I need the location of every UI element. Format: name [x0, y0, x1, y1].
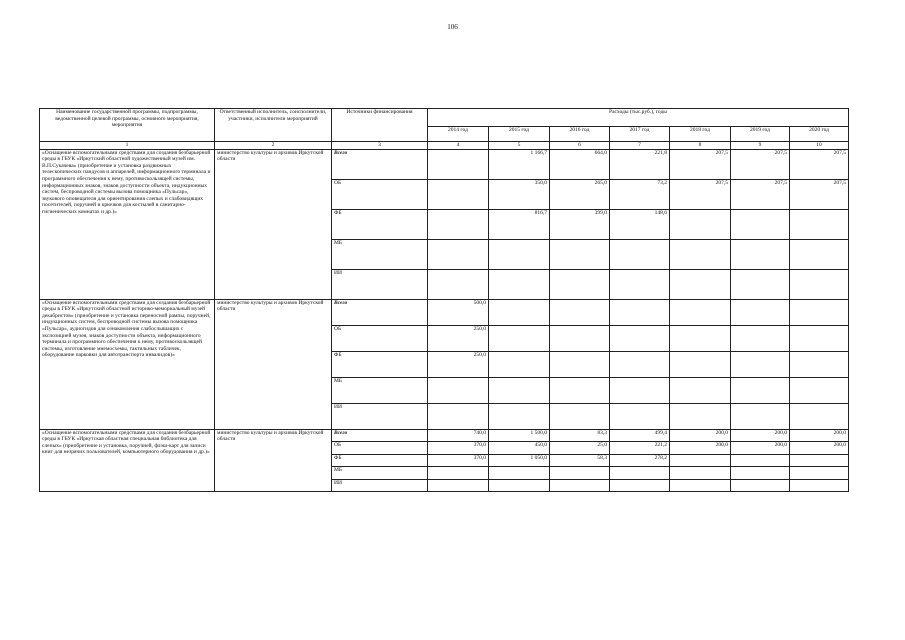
measure-description: «Оснащение вспомогательными средствами для создания безбарьерной среды в ГБУК «Иркутская областная специальная библиотека для слепых» (приобретение и установка, поручней, флэш-карт для записи книг для незрячих пользователей, компьютерного оборудования и др.)» [40, 429, 215, 492]
expense-value: 370,0 [428, 454, 489, 467]
expense-value [428, 179, 489, 209]
expense-value [790, 209, 849, 239]
expense-value: 1 166,7 [489, 149, 550, 179]
expense-value: 207,5 [790, 149, 849, 179]
measure-description: «Оснащение вспомогательными средствами для создания безбарьерной среды в ГБУК «Иркутский областной историко-мемориальный музей декабристов» (приобретение и установка переносной рампы, поручней, индукционных систем, беспроводной системы вызова помощника «Пульсар», аудиогидов для ознакомления слабослышащих с экспозицией музея, знаков доступности объекта, информационного терминала и программного обеспечения к нему, противоскользящей системы, изготовление мнемосхемы, тактильных табличек, оборудование парковки для автотранспорта инвалидов)» [40, 299, 215, 429]
expense-value: 450,0 [489, 442, 550, 455]
measure-executor: министерство культуры и архивов Иркутской области [215, 429, 332, 492]
funding-source: ИИ [332, 403, 428, 429]
expense-value [790, 299, 849, 325]
expense-value [790, 403, 849, 429]
expense-value: 250,0 [428, 325, 489, 351]
expense-value [610, 351, 670, 377]
expense-value: 148,6 [610, 209, 670, 239]
expense-value [731, 467, 790, 480]
expense-value: 83,3 [550, 429, 610, 442]
expense-value [790, 467, 849, 480]
expense-value: 207,5 [670, 179, 731, 209]
funding-source: ФБ [332, 351, 428, 377]
expense-value [731, 325, 790, 351]
funding-source: Всего [332, 429, 428, 442]
expense-value: 499,4 [610, 429, 670, 442]
expense-value [670, 269, 731, 299]
expense-value: 25,0 [550, 442, 610, 455]
expense-value: 740,0 [428, 429, 489, 442]
header-year: 2020 год [790, 127, 849, 142]
expense-value [428, 209, 489, 239]
measure-description: «Оснащение вспомогательными средствами для создания безбарьерной среды в ГБУК «Иркутский областной художественный музей им. В.П.Сукачева» (приобретение и установка раздвижных телескопических пандусов и аппарелей, информационного терминала и программного обеспечения к нему, противоскользящей системы, информационных знаков, знаков доступности объекта, индукционных систем, беспроводной системы вызова помощника «Пульсар», звукового оповещателя для ориентирования слепых и слабовидящих посетителей, поручней и крючков для костылей в санитарно-гигиенических комнатах и др.)» [40, 149, 215, 299]
expense-value [670, 479, 731, 492]
column-number: 7 [610, 142, 670, 150]
expense-value [489, 467, 550, 480]
expense-value: 221,8 [610, 149, 670, 179]
expense-value: 399,0 [550, 209, 610, 239]
expense-value [610, 239, 670, 269]
expense-value [731, 454, 790, 467]
expense-value [550, 479, 610, 492]
expense-value [610, 299, 670, 325]
header-year: 2018 год [670, 127, 731, 142]
expense-value [731, 269, 790, 299]
expense-value [489, 351, 550, 377]
header-year: 2015 год [489, 127, 550, 142]
expense-value [610, 377, 670, 403]
expense-value [610, 479, 670, 492]
expense-value: 500,0 [428, 299, 489, 325]
expense-value [428, 403, 489, 429]
expense-value [550, 351, 610, 377]
table-row [40, 299, 849, 325]
column-number: 10 [790, 142, 849, 150]
funding-source: ФБ [332, 454, 428, 467]
expense-value: 350,0 [489, 179, 550, 209]
expense-value [790, 377, 849, 403]
expense-value [550, 269, 610, 299]
column-number: 2 [215, 142, 332, 150]
expense-value [670, 454, 731, 467]
funding-source: ИИ [332, 269, 428, 299]
expense-value [790, 479, 849, 492]
expense-value [670, 351, 731, 377]
header-year: 2016 год [550, 127, 610, 142]
funding-source: МБ [332, 377, 428, 403]
expense-value [790, 454, 849, 467]
expense-value: 200,0 [731, 442, 790, 455]
expense-value [610, 467, 670, 480]
expense-value [550, 325, 610, 351]
expense-value [550, 239, 610, 269]
expense-value [610, 403, 670, 429]
funding-source: ОБ [332, 325, 428, 351]
expense-value [550, 467, 610, 480]
expense-value: 221,2 [610, 442, 670, 455]
expense-value [731, 479, 790, 492]
column-number: 5 [489, 142, 550, 150]
funding-source: Всего [332, 299, 428, 325]
expense-value [428, 149, 489, 179]
expense-value [670, 403, 731, 429]
expense-value [489, 269, 550, 299]
expense-value [489, 479, 550, 492]
table-row [40, 149, 849, 179]
expense-value [731, 351, 790, 377]
header-executor: Ответственный исполнитель, соисполнители, участники, исполнители мероприятий [215, 109, 332, 142]
header-program-name: Наименование государственной программы, подпрограммы, ведомственной целевой программы, основного мероприятия, мероприятия [40, 109, 215, 142]
expense-value: 200,0 [790, 429, 849, 442]
expense-value [428, 239, 489, 269]
expense-value [731, 239, 790, 269]
expense-value [550, 299, 610, 325]
expense-value: 250,0 [428, 351, 489, 377]
column-number: 4 [428, 142, 489, 150]
expense-value [489, 377, 550, 403]
expense-value [428, 479, 489, 492]
expense-value [489, 325, 550, 351]
expense-value: 207,5 [670, 149, 731, 179]
expense-value [670, 467, 731, 480]
funding-source: ОБ [332, 179, 428, 209]
expense-value [670, 377, 731, 403]
expense-value [550, 403, 610, 429]
funding-source: ФБ [332, 209, 428, 239]
expense-value [731, 299, 790, 325]
expense-value [610, 269, 670, 299]
funding-source: ОБ [332, 442, 428, 455]
measure-executor: министерство культуры и архивов Иркутской области [215, 299, 332, 429]
expense-value [610, 325, 670, 351]
header-year: 2014 год [428, 127, 489, 142]
table-row [40, 429, 849, 442]
expense-value: 207,5 [731, 179, 790, 209]
expense-value [790, 351, 849, 377]
expense-value [670, 239, 731, 269]
column-number: 3 [332, 142, 428, 150]
expense-value: 1 050,0 [489, 454, 550, 467]
column-number: 6 [550, 142, 610, 150]
header-expenses: Расходы (тыс.руб.), годы [428, 109, 849, 127]
expense-value [731, 377, 790, 403]
expense-value [428, 467, 489, 480]
expense-value: 278,2 [610, 454, 670, 467]
expense-value [489, 403, 550, 429]
header-year: 2019 год [731, 127, 790, 142]
expenses-table [39, 108, 849, 492]
expense-value [489, 239, 550, 269]
expense-value [670, 299, 731, 325]
column-number: 1 [40, 142, 215, 150]
expense-value [790, 239, 849, 269]
funding-source: МБ [332, 467, 428, 480]
expense-value: 73,2 [610, 179, 670, 209]
expense-value: 816,7 [489, 209, 550, 239]
expense-value: 1 500,0 [489, 429, 550, 442]
header-funding-source: Источники финансирования [332, 109, 428, 142]
expense-value: 200,0 [731, 429, 790, 442]
expense-value [489, 299, 550, 325]
expense-value [428, 377, 489, 403]
expense-value: 664,0 [550, 149, 610, 179]
funding-source: МБ [332, 239, 428, 269]
expense-value: 265,0 [550, 179, 610, 209]
funding-source: Всего [332, 149, 428, 179]
expense-value: 370,0 [428, 442, 489, 455]
expense-value [731, 209, 790, 239]
expense-value [550, 377, 610, 403]
measure-executor: министерство культуры и архивов Иркутской области [215, 149, 332, 299]
expense-value [670, 209, 731, 239]
expense-value: 207,5 [790, 179, 849, 209]
page-number: 106 [447, 23, 458, 31]
expense-value [790, 325, 849, 351]
expense-value: 200,0 [670, 442, 731, 455]
header-year: 2017 год [610, 127, 670, 142]
expense-value: 200,0 [790, 442, 849, 455]
expense-value [731, 403, 790, 429]
column-number: 8 [670, 142, 731, 150]
expense-value: 200,0 [670, 429, 731, 442]
expense-value [790, 269, 849, 299]
expense-value [428, 269, 489, 299]
column-number: 9 [731, 142, 790, 150]
expense-value: 58,3 [550, 454, 610, 467]
expense-value: 207,5 [731, 149, 790, 179]
funding-source: ИИ [332, 479, 428, 492]
expense-value [670, 325, 731, 351]
